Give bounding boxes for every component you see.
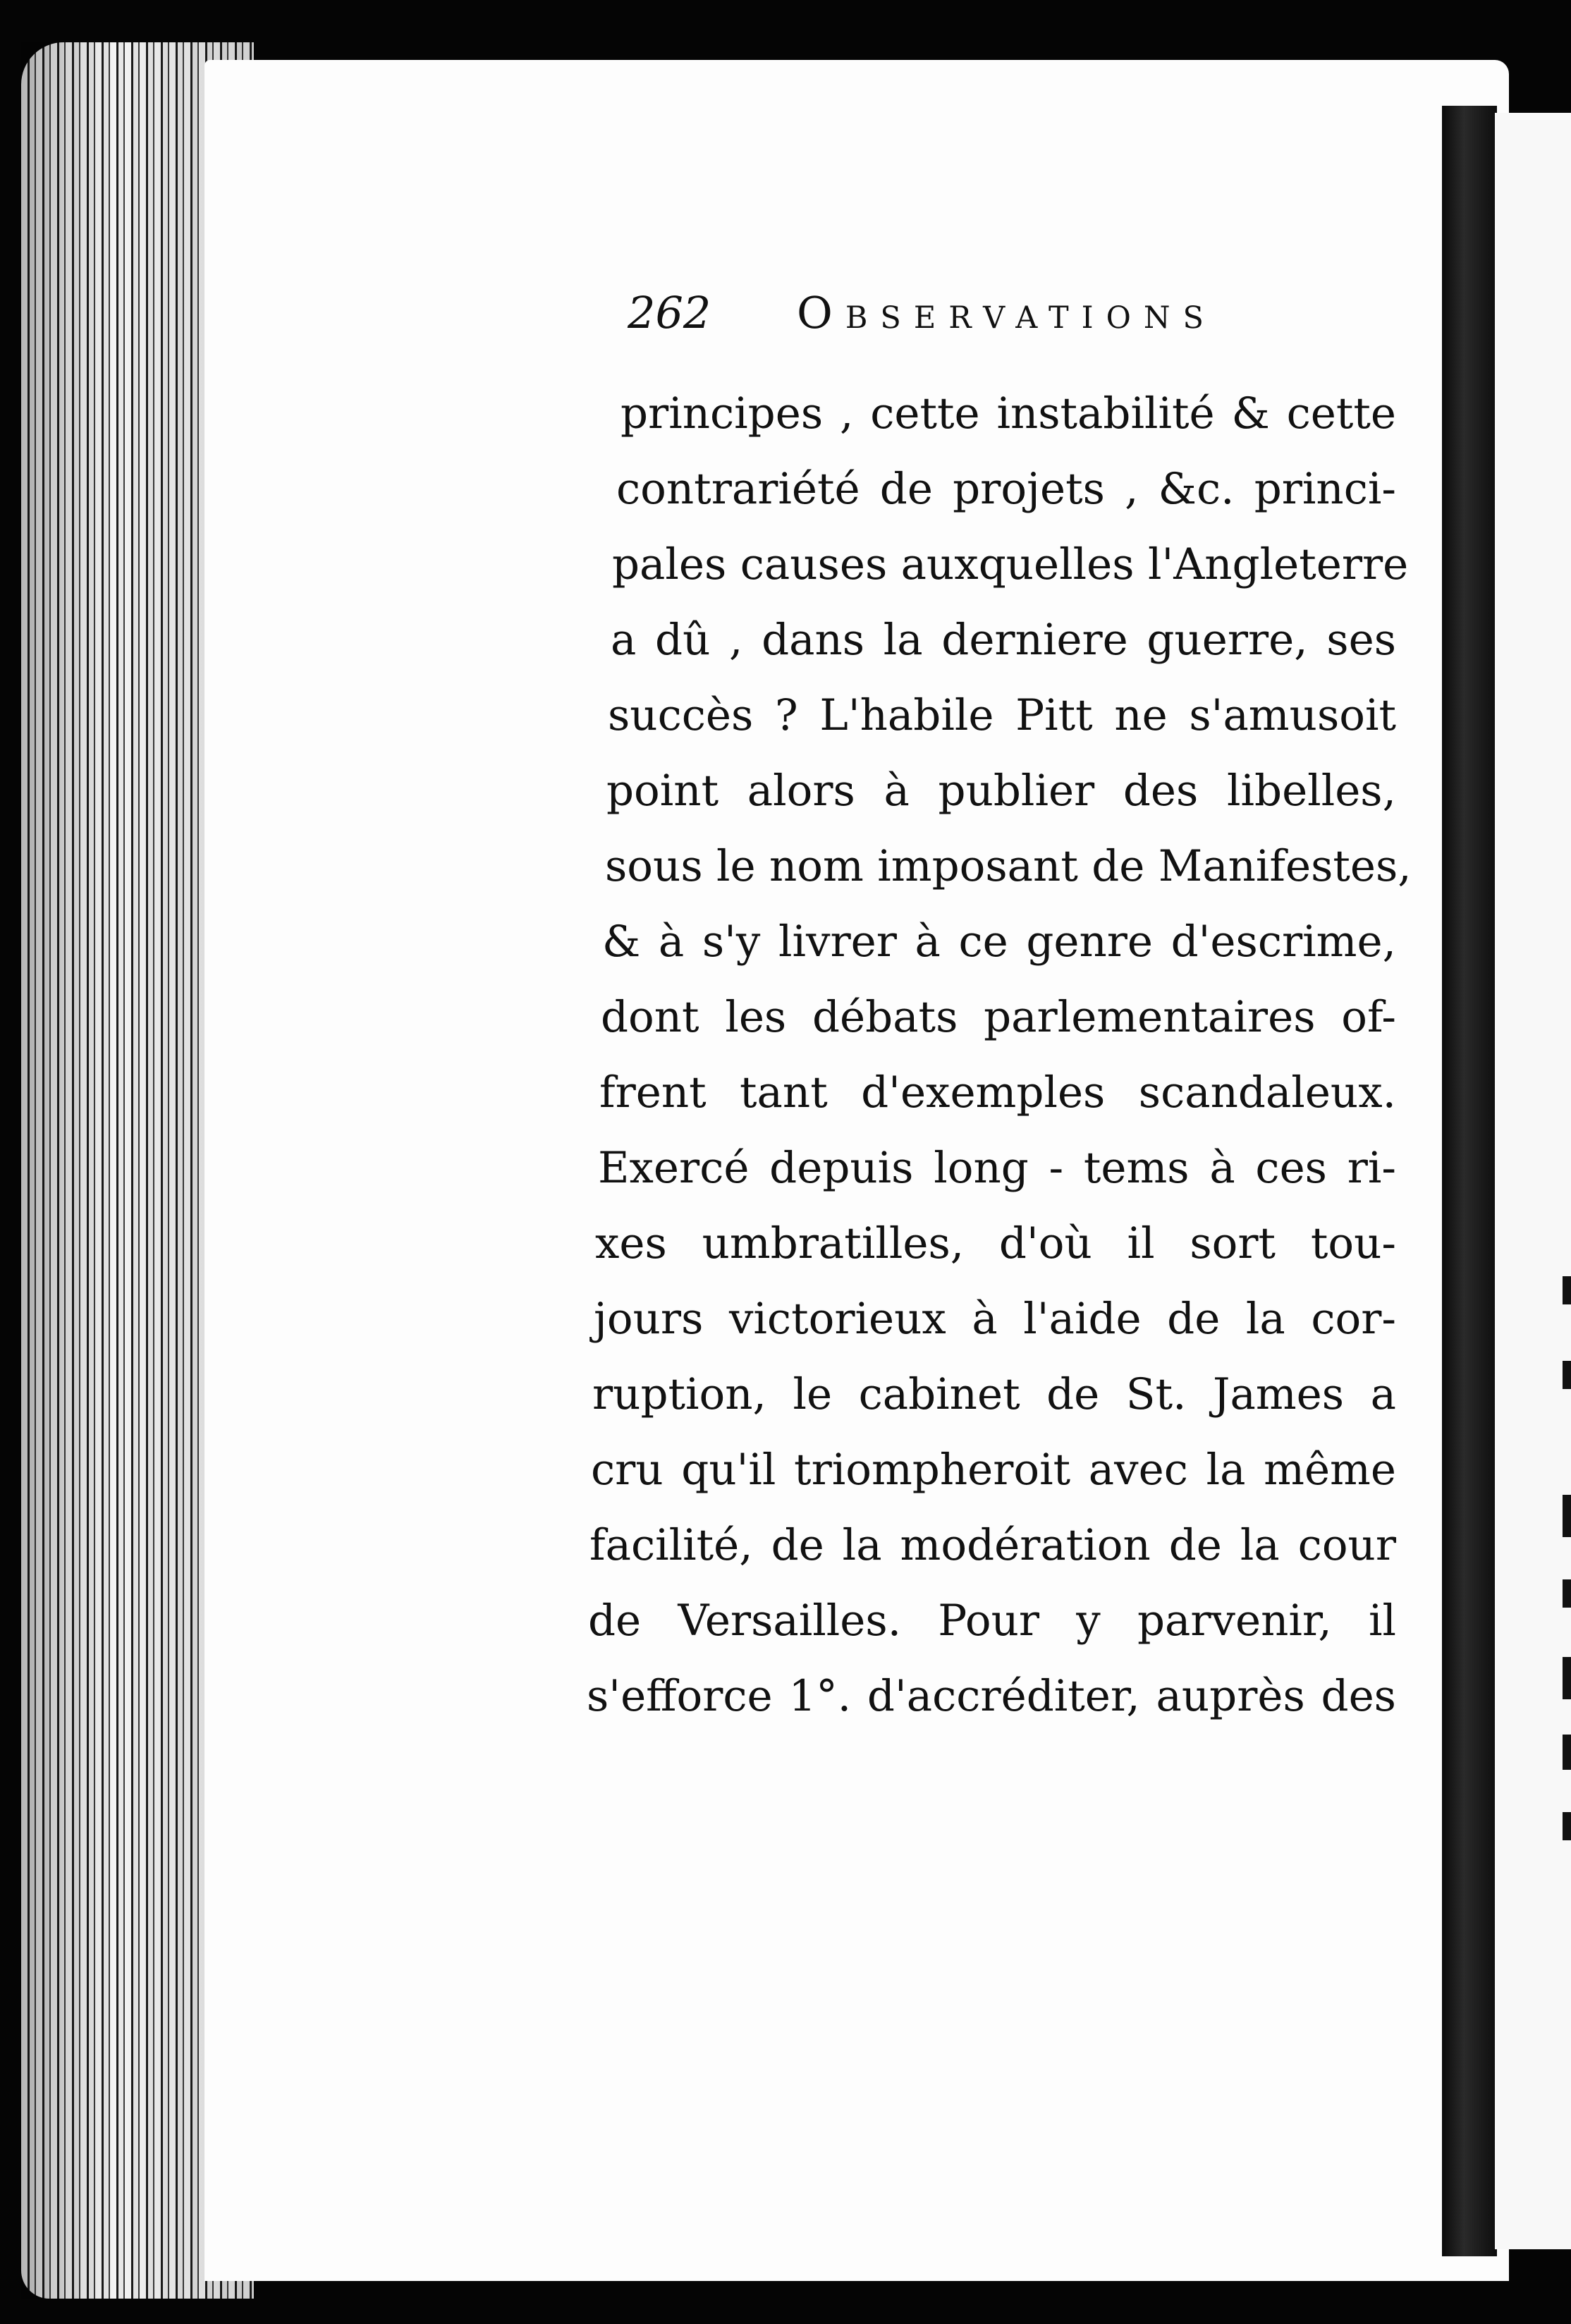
text-line: xes umbratilles, d'où il sort tou- <box>595 1218 1396 1268</box>
facing-page <box>1495 113 1571 2249</box>
text-line: de Versailles. Pour y parvenir, il <box>588 1596 1396 1646</box>
text-line: s'efforce 1°. d'accréditer, auprès des <box>587 1671 1396 1721</box>
text-line: Exercé depuis long - tems à ces ri- <box>598 1143 1396 1193</box>
text-line: succès ? L'habile Pitt ne s'amusoit <box>608 690 1396 740</box>
facing-page-glyph <box>1563 1579 1571 1608</box>
book-gutter <box>1442 106 1497 2256</box>
text-line: frent tant d'exemples scandaleux. <box>599 1068 1396 1118</box>
facing-page-glyph <box>1563 1276 1571 1304</box>
text-line: point alors à publier des libelles, <box>606 766 1396 816</box>
facing-page-glyph <box>1563 1812 1571 1840</box>
text-line: ruption, le cabinet de St. James a <box>592 1369 1396 1419</box>
facing-page-glyph <box>1563 1735 1571 1770</box>
text-line: facilité, de la modération de la cour <box>589 1520 1396 1570</box>
text-line: principes , cette instabilité & cette <box>621 389 1396 439</box>
facing-page-glyph <box>1563 1361 1571 1389</box>
running-title: Observations <box>797 287 1216 338</box>
text-line: pales causes auxquelles l'Angleterre <box>612 539 1409 589</box>
text-line: sous le nom imposant de Manifestes, <box>605 841 1412 891</box>
text-line: & à s'y livrer à ce genre d'escrime, <box>602 917 1396 967</box>
text-line: cru qu'il triompheroit avec la même <box>591 1445 1396 1495</box>
page-number: 262 <box>628 287 711 338</box>
body-text <box>585 376 1412 1734</box>
running-head <box>585 287 1396 350</box>
text-line: jours victorieux à l'aide de la cor- <box>594 1294 1396 1344</box>
text-line: dont les débats parlementaires of- <box>601 992 1396 1042</box>
facing-page-glyph <box>1563 1495 1571 1537</box>
book-page <box>204 60 1509 2281</box>
text-line: a dû , dans la derniere guerre, ses <box>611 615 1396 665</box>
facing-page-glyph <box>1563 1657 1571 1699</box>
text-line: contrariété de projets , &c. princi- <box>616 464 1396 514</box>
